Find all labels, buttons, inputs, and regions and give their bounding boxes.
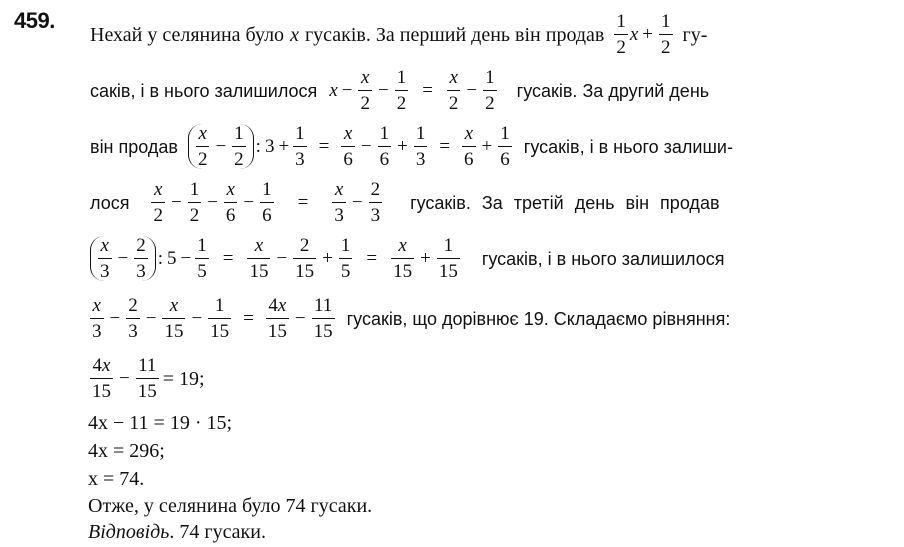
line-6-end: гусаків, що дорівнює 19. Складаємо рівняння: (346, 308, 731, 329)
line-4-end: гусаків. За третій день він продав (410, 192, 720, 213)
equation-2: 4x − 11 = 19 · 15; (88, 412, 233, 434)
line-6 (88, 296, 730, 341)
line-2-text: саків, і в нього залишилося (90, 80, 318, 101)
formula-sold-day3: x 3 − $\frac{2}{3}$ : 5 − $\frac{1}{5}$ = $\frac{x}{15}$ − $\frac{2}{15}$ + $\frac{1}{5}$ = $\frac{x}{15}$ + $\frac{1}{15}$ (88, 236, 462, 281)
line-1-text2: гусаків. За перший день він продав (304, 23, 605, 46)
conclusion: Отже, у селянина було 74 гусаки. (88, 495, 373, 517)
formula-left-day3: x 3 − $\frac{2}{3}$ − $\frac{x}{15}$ − $\frac{1}{15}$ = $\frac{4x}{15}$ − $\frac{11}{15}$ (92, 295, 333, 342)
line-5 (88, 236, 724, 281)
answer (88, 522, 266, 542)
formula-sold-day1: 1 2 x + $\frac{1}{2}$ (616, 11, 671, 58)
answer-label: Відповідь (88, 521, 170, 543)
equation-1-lhs: 4x 15 − $\frac{11}{15}$ (92, 355, 157, 402)
problem-number: 459. (14, 8, 55, 33)
line-2 (90, 68, 709, 113)
formula-sold-day2: x 2 − $\frac{1}{2}$ : 3 + $\frac{1}{3}$ = $\frac{x}{6}$ − $\frac{1}{6}$ + $\frac{1}{3}$ = $\frac{x}{6}$ + $\frac{1}{6}$ (186, 124, 514, 169)
line-1 (90, 12, 707, 57)
line-5-end: гусаків, і в нього залишилося (481, 248, 725, 269)
line-1-text: Нехай у селянина було (90, 23, 285, 46)
line-4 (90, 180, 720, 225)
line-2-end: гусаків. За другий день (516, 80, 710, 101)
line-3-text: він продав (90, 136, 178, 157)
answer-text: . 74 гусаки. (169, 521, 266, 543)
formula-left-day1: x − $\frac{x}{2}$ − $\frac{1}{2}$ = $\frac{x}{2}$ − $\frac{1}{2}$ (329, 67, 495, 114)
line-3 (90, 124, 733, 169)
equation-3: 4x = 296; (88, 440, 165, 462)
line-1-var: x (290, 23, 299, 46)
formula-left-day2: x 2 − $\frac{1}{2}$ − $\frac{x}{6}$ − $\frac{1}{6}$ = $\frac{x}{3}$ − $\frac{2}{3}$ (153, 179, 381, 226)
equation-1-rhs: = 19; (162, 367, 205, 390)
line-3-end: гусаків, і в нього залиши- (523, 136, 733, 157)
line-4-text: лося (90, 192, 130, 213)
equation-1 (88, 356, 205, 401)
line-1-end: гу- (682, 23, 708, 46)
equation-4: x = 74. (88, 468, 145, 490)
